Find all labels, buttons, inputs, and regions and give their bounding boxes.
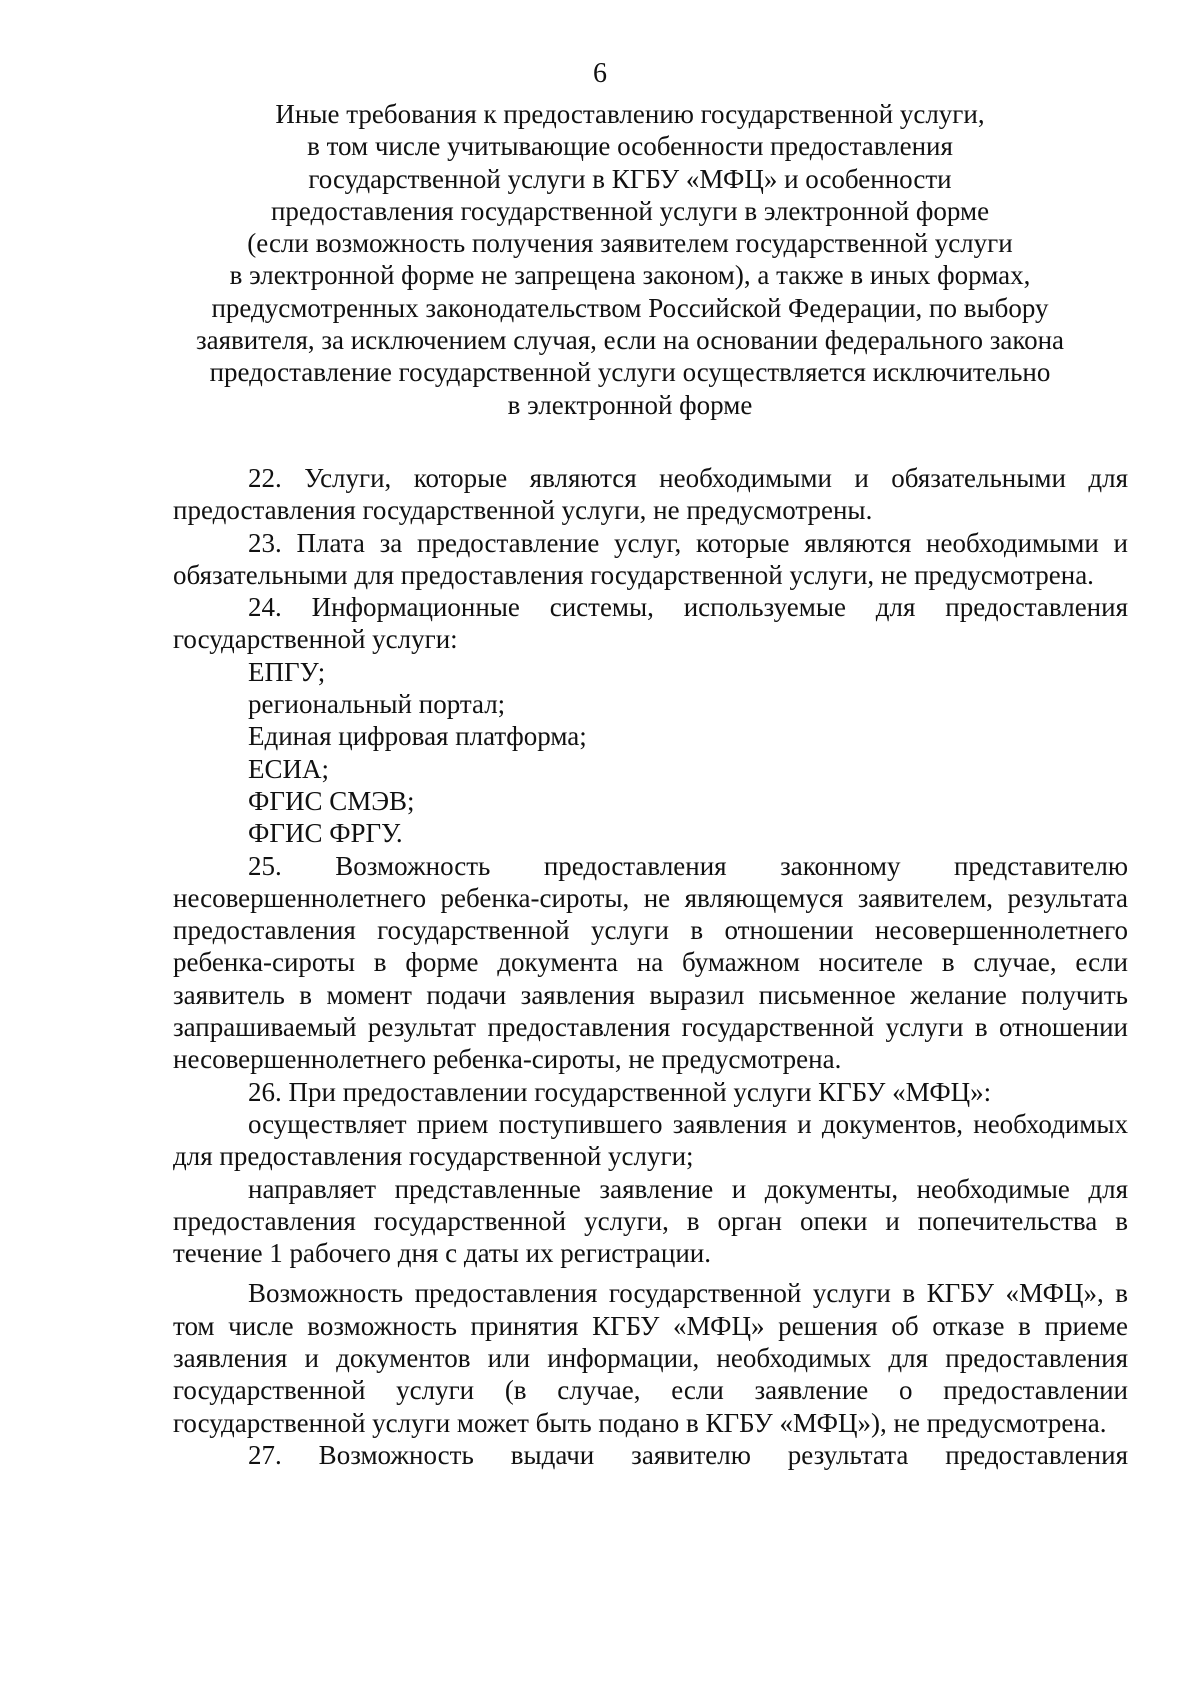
info-system-item: региональный портал;	[248, 689, 506, 720]
heading-line: предоставления государственной услуги в электронной форме	[270, 195, 990, 226]
heading-line: предоставление государственной услуги осуществляется исключительно	[209, 357, 1051, 388]
heading-line: в электронной форме не запрещена законом), а также в иных формах,	[229, 260, 1031, 291]
heading-line: Иные требования к предоставлению государственной услуги,	[275, 99, 985, 129]
paragraph-26-receive: осуществляет прием поступившего заявления и документов, необходимых для предоставления государственной услуги;	[173, 1108, 1128, 1172]
paragraph-22: 22. Услуги, которые являются необходимыми и обязательными для предоставления государственной услуги, не предусмотрены.	[173, 463, 1128, 526]
section-heading	[150, 98, 1110, 421]
heading-line: государственной услуги в КГБУ «МФЦ» и особенности	[308, 163, 952, 194]
page-number: 6	[593, 58, 607, 89]
info-system-item: ЕСИА;	[248, 753, 329, 784]
heading-line: предусмотренных законодательством Российской Федерации, по выбору	[211, 292, 1049, 323]
paragraph-26-forward: направляет представленные заявление и документы, необходимые для предоставления государственной услуги, в орган опеки и попечительства в течение 1 рабочего дня с даты их регистрации.	[173, 1173, 1128, 1269]
info-system-item: Единая цифровая платформа;	[248, 721, 587, 752]
heading-line: заявителя, за исключением случая, если на основании федерального закона	[195, 325, 1065, 356]
paragraph-23: 23. Плата за предоставление услуг, которые являются необходимыми и обязательными для предоставления государственной услуги, не предусмотрена.	[173, 527, 1128, 590]
paragraph-24: 24. Информационные системы, используемые для предоставления государственной услуги:	[173, 592, 1128, 655]
paragraph-27: 27. Возможность выдачи заявителю результата предоставления	[248, 1439, 1128, 1470]
heading-line: в электронной форме	[507, 389, 753, 420]
info-system-item: ФГИС ФРГУ.	[248, 818, 403, 849]
document-body	[173, 462, 1128, 1471]
paragraph-26-possibility: Возможность предоставления государственной услуги в КГБУ «МФЦ», в том числе возможность принятия КГБУ «МФЦ» решения об отказе в приеме заявления и документов или информации, необходимых для предоставления государственной услуги (в случае, если заявление о предоставлении государственной услуги может быть подано в КГБУ «МФЦ»), не предусмотрена.	[173, 1278, 1128, 1438]
info-system-item: ФГИС СМЭВ;	[248, 785, 415, 816]
paragraph-25: 25. Возможность предоставления законному представителю несовершеннолетнего ребенка-сироты, не являющемуся заявителем, результата предоставления государственной услуги в отношении несовершеннолетнего ребенка-сироты в форме документа на бумажном носителе в случае, если заявитель в момент подачи заявления выразил письменное желание получить запрашиваемый результат предоставления государственной услуги в отношении несовершеннолетнего ребенка-сироты, не предусмотрена.	[173, 850, 1128, 1075]
paragraph-26: 26. При предоставлении государственной услуги КГБУ «МФЦ»:	[248, 1076, 992, 1107]
heading-line: (если возможность получения заявителем государственной услуги	[247, 228, 1013, 259]
heading-line: в том числе учитывающие особенности предоставления	[307, 131, 953, 162]
info-system-item: ЕПГУ;	[248, 656, 326, 687]
